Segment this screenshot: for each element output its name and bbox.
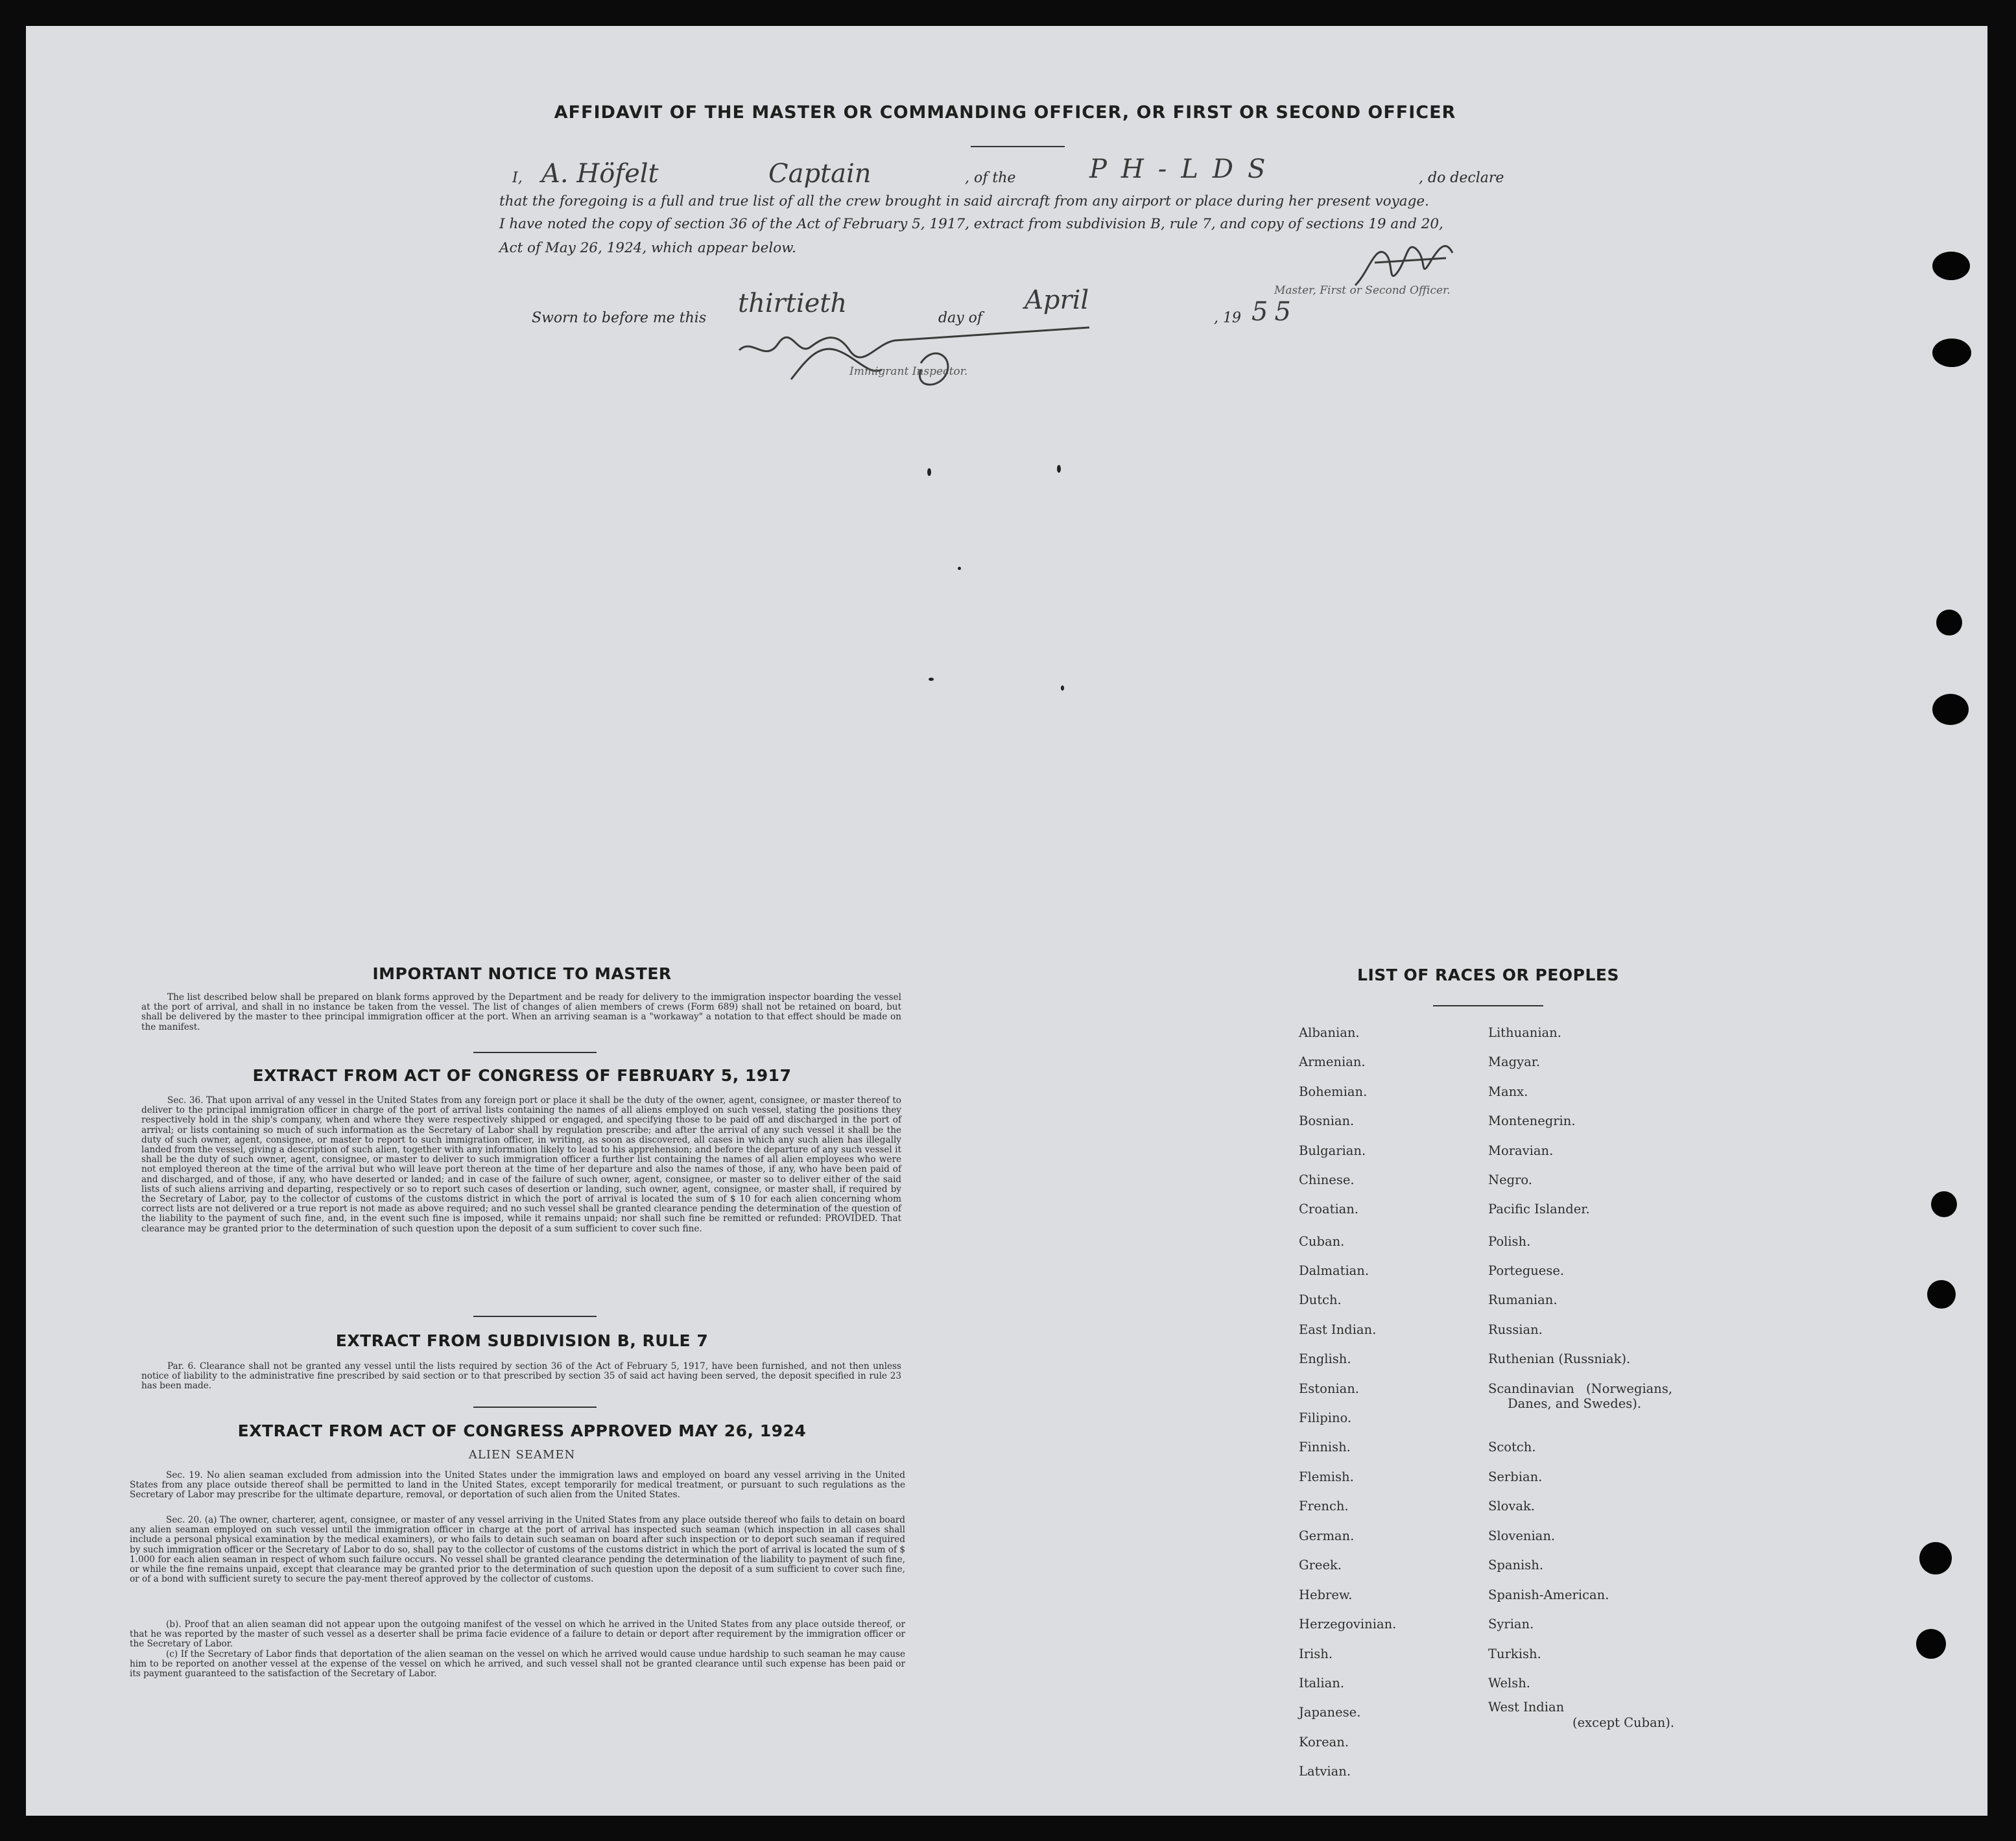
speck: [958, 567, 961, 570]
inspector-signature: [726, 318, 1115, 396]
extract-1924-heading: EXTRACT FROM ACT OF CONGRESS APPROVED MAY 26, 1924: [237, 1421, 807, 1440]
race-item: Syrian.: [1488, 1617, 1534, 1632]
race-item: Ruthenian (Russniak).: [1488, 1351, 1631, 1366]
race-item: Lithuanian.: [1488, 1025, 1561, 1040]
year-handwriting: 55: [1251, 297, 1298, 327]
affidavit-line-3: I have noted the copy of section 36 of the Act of February 5, 1917, extract from subdivision B, rule 7, and copy of sections 19 and 20,: [499, 216, 1443, 232]
affidavit-line-2: that the foregoing is a full and true list of all the crew brought in said aircraft from any airport or place during her present voyage.: [499, 193, 1429, 209]
punch-hole: [1932, 339, 1971, 367]
race-item: Latvian.: [1299, 1764, 1351, 1779]
affidavit-title: AFFIDAVIT OF THE MASTER OR COMMANDING OFFICER, OR FIRST OR SECOND OFFICER: [554, 102, 1456, 123]
race-item: Herzegovinian.: [1299, 1617, 1397, 1632]
race-item: Danes, and Swedes).: [1508, 1396, 1642, 1411]
affidavit-line-4: Act of May 26, 1924, which appear below.: [499, 240, 796, 256]
master-signature: [1349, 233, 1465, 292]
alien-seamen-subheading: ALIEN SEAMEN: [468, 1448, 576, 1462]
race-item: Rumanian.: [1488, 1292, 1558, 1307]
race-item: East Indian.: [1299, 1322, 1377, 1337]
race-item: Filipino.: [1299, 1410, 1352, 1425]
day-of-label: day of: [938, 310, 983, 326]
sworn-label: Sworn to before me this: [532, 310, 707, 326]
master-signature-caption: Master, First or Second Officer.: [1274, 284, 1451, 297]
punch-hole: [1916, 1629, 1946, 1659]
race-item: Flemish.: [1299, 1469, 1354, 1484]
race-item: Pacific Islander.: [1488, 1202, 1590, 1217]
race-item: Albanian.: [1299, 1025, 1360, 1040]
race-item: Estonian.: [1299, 1381, 1359, 1396]
race-item: Irish.: [1299, 1646, 1333, 1661]
race-item: Bulgarian.: [1299, 1143, 1366, 1158]
race-item: Bohemian.: [1299, 1084, 1368, 1099]
race-item: Polish.: [1488, 1234, 1531, 1249]
punch-hole: [1936, 610, 1962, 635]
race-item: Dutch.: [1299, 1292, 1342, 1307]
race-item: Scandinavian (Norwegians,: [1488, 1381, 1673, 1396]
punch-hole: [1932, 252, 1970, 280]
speck: [927, 468, 931, 476]
speck: [1061, 685, 1064, 691]
rank-handwriting: Captain: [768, 159, 872, 189]
punch-hole: [1927, 1280, 1956, 1309]
inspector-caption: Immigrant Inspector.: [849, 365, 968, 378]
master-name-handwriting: A. Höfelt: [541, 159, 659, 189]
race-item: Croatian.: [1299, 1202, 1359, 1217]
race-item: English.: [1299, 1351, 1351, 1366]
sec-19-text: Sec. 19. No alien seaman excluded from admission into the United States under the immigration laws and employed on board any vessel arriving in the United States from any place outside thereof shall be permitted to land in the United States, except temporarily for medical treatment, or pursuant to such regulations as the Secretary of Labor may prescribe for the ultimate departure, removal, or deportation of such alien from the United States.: [130, 1470, 905, 1501]
notice-text: The list described below shall be prepared on blank forms approved by the Department and be ready for delivery to the immigration inspector boarding the vessel at the port of arrival, and shall in no instance be taken from the vessel. The list of changes of alien members of crews (Form 689) shall not be retained on board, but shall be delivered by the master to thee principal immigration officer at the port. When an arriving seaman is a "workaway" a notation to that effect should be made on the manifest.: [141, 992, 901, 1032]
race-item: West Indian: [1488, 1700, 1565, 1715]
race-item: Cuban.: [1299, 1234, 1345, 1249]
race-item: Porteguese.: [1488, 1263, 1565, 1278]
year-prefix-label: , 19: [1214, 310, 1241, 326]
month-handwriting: April: [1025, 285, 1089, 315]
sec-20b-text: (b). Proof that an alien seaman did not appear upon the outgoing manifest of the vessel on which he arrived in the United States from any place outside thereof, or that he was reported by the master of such vessel as a deserter shall be prima facie evidence of a failure to detain or deport after requirement by the immigration officer or the Secretary of Labor.: [130, 1619, 905, 1650]
race-item: Slovenian.: [1488, 1528, 1556, 1543]
race-item: Greek.: [1299, 1558, 1342, 1573]
sec-20a-text: Sec. 20. (a) The owner, charterer, agent, consignee, or master of any vessel arriving in the United States from any place outside thereof who fails to detain on board any alien seaman employed on such vessel until the immigration officer in charge at the port of arrival has inspected such seaman (which inspection in all cases shall include a personal physical examination by the medical examiners), or who fails to detain such seaman on board after such inspection or to deport such seaman if required by such immigration officer or the Secretary of Labor to do so, shall pay to the collector of customs of the customs district in which the port of arrival is located the sum of $ 1.000 for each alien seaman in respect of whom such failure occurs. No vessel shall be granted clearance pending the determination of the liability to payment of such fine, or while the fine remains unpaid, except that clearance may be granted prior to the determination of such question upon the deposit of a sum sufficient to cover such fine, or of a bond with sufficient surety to secure the pay-ment thereof approved by the collector of customs.: [130, 1515, 905, 1585]
subdivision-b-text: Par. 6. Clearance shall not be granted any vessel until the lists required by section 36 of the Act of February 5, 1917, have been furnished, and not then unless notice of liability to the administrative fine prescribed by said section or to that prescribed by section 35 of said act having been served, the deposit specified in rule 23 has been made.: [141, 1361, 901, 1392]
race-item: Scotch.: [1488, 1440, 1536, 1455]
subdivision-b-heading: EXTRACT FROM SUBDIVISION B, RULE 7: [335, 1331, 709, 1350]
punch-hole: [1932, 694, 1969, 725]
race-item: Hebrew.: [1299, 1587, 1353, 1602]
notice-divider: [473, 1052, 597, 1053]
race-item: Montenegrin.: [1488, 1113, 1576, 1128]
race-item: German.: [1299, 1528, 1355, 1543]
race-item: French.: [1299, 1499, 1349, 1514]
aircraft-registration-handwriting: PH-LDS: [1089, 154, 1280, 184]
speck: [1057, 465, 1061, 473]
race-item: Moravian.: [1488, 1143, 1554, 1158]
race-item: Italian.: [1299, 1676, 1345, 1691]
do-declare-label: , do declare: [1419, 170, 1504, 186]
race-item: (except Cuban).: [1572, 1715, 1675, 1730]
subdivision-b-divider: [473, 1407, 597, 1408]
notice-heading: IMPORTANT NOTICE TO MASTER: [372, 964, 672, 983]
races-divider: [1433, 1005, 1543, 1006]
race-item: Korean.: [1299, 1735, 1349, 1750]
race-item: Armenian.: [1299, 1054, 1366, 1069]
punch-hole: [1919, 1542, 1952, 1574]
speck: [929, 678, 934, 681]
race-item: Serbian.: [1488, 1469, 1543, 1484]
race-item: Welsh.: [1488, 1676, 1530, 1691]
race-item: Negro.: [1488, 1172, 1533, 1187]
race-item: Finnish.: [1299, 1440, 1351, 1455]
race-item: Japanese.: [1299, 1705, 1361, 1720]
race-item: Manx.: [1488, 1084, 1528, 1099]
race-item: Spanish-American.: [1488, 1587, 1609, 1602]
races-heading: LIST OF RACES OR PEOPLES: [1357, 966, 1619, 984]
race-item: Dalmatian.: [1299, 1263, 1370, 1278]
race-item: Slovak.: [1488, 1499, 1535, 1514]
extract-1917-divider: [473, 1316, 597, 1317]
race-item: Spanish.: [1488, 1558, 1544, 1573]
race-item: Bosnian.: [1299, 1113, 1355, 1128]
race-item: Chinese.: [1299, 1172, 1355, 1187]
of-the-label: , of the: [965, 170, 1016, 186]
race-item: Turkish.: [1488, 1646, 1541, 1661]
title-divider: [971, 146, 1065, 147]
extract-1917-text: Sec. 36. That upon arrival of any vessel in the United States from any foreign port or place it shall be the duty of the owner, agent, consignee, or master thereof to deliver to the principal immigration officer in charge of the port of arrival lists containing the names of all aliens employed on such vessel, stating the positions they respectively hold in the ship's company, when and where they were respectively shipped or engaged, and specifying those to be paid off and discharged in the port of arrival; or lists containing so much of such information as the Secretary of Labor shall by regulation prescribe; and after the arrival of any such vessel it shall be the duty of such owner, agent, consignee, or master to report to such immigration officer, in writing, as soon as discovered, all cases in which any such alien has illegally landed from the vessel, giving a description of such alien, together with any information likely to lead to his apprehension; and before the departure of any such vessel it shall be the duty of such owner, agent, consignee, or master to deliver to such immigration officer a further list containing the names of all alien employees who were not employed thereon at the time of the arrival but who will leave port thereon at the time of her departure and also the names of those, if any, who have been paid of and discharged, and of those, if any, who have deserted or landed; and in case of the failure of such owner, agent, consignee, or master so to deliver either of the said lists of such aliens arriving and departing, respectively or so to report such cases of desertion or landing, such owner, agent, consignee, or master shall, if required by the Secretary of Labor, pay to the collector of customs of the customs district in which the port of arrival is located the sum of $ 10 for each alien concerning whom correct lists are not delivered or a true report is not made as above required; and no such vessel shall be granted clearance pending the determination of the question of the liability to the payment of such fine, and, in the event such fine is imposed, while it remains unpaid; nor shall such fine be remitted or refunded: PROVIDED. That clearance may be granted prior to the determination of such question upon the deposit of a sum sufficient to cover such fine.: [141, 1095, 901, 1234]
day-handwriting: thirtieth: [738, 289, 848, 318]
race-item: Russian.: [1488, 1322, 1543, 1337]
race-item: Magyar.: [1488, 1054, 1541, 1069]
extract-1917-heading: EXTRACT FROM ACT OF CONGRESS OF FEBRUARY 5, 1917: [252, 1066, 792, 1085]
affidavit-i-label: I,: [512, 170, 523, 186]
punch-hole: [1931, 1191, 1957, 1217]
sec-20c-text: (c) If the Secretary of Labor finds that deportation of the alien seaman on the vessel on which he arrived would cause undue hardship to such seaman he may cause him to be reported on another vessel at the expense of the vessel on which he arrived, and such vessel shall not be granted clearance until such expense has been paid or its payment guaranteed to the satisfaction of the Secretary of Labor.: [130, 1649, 905, 1680]
